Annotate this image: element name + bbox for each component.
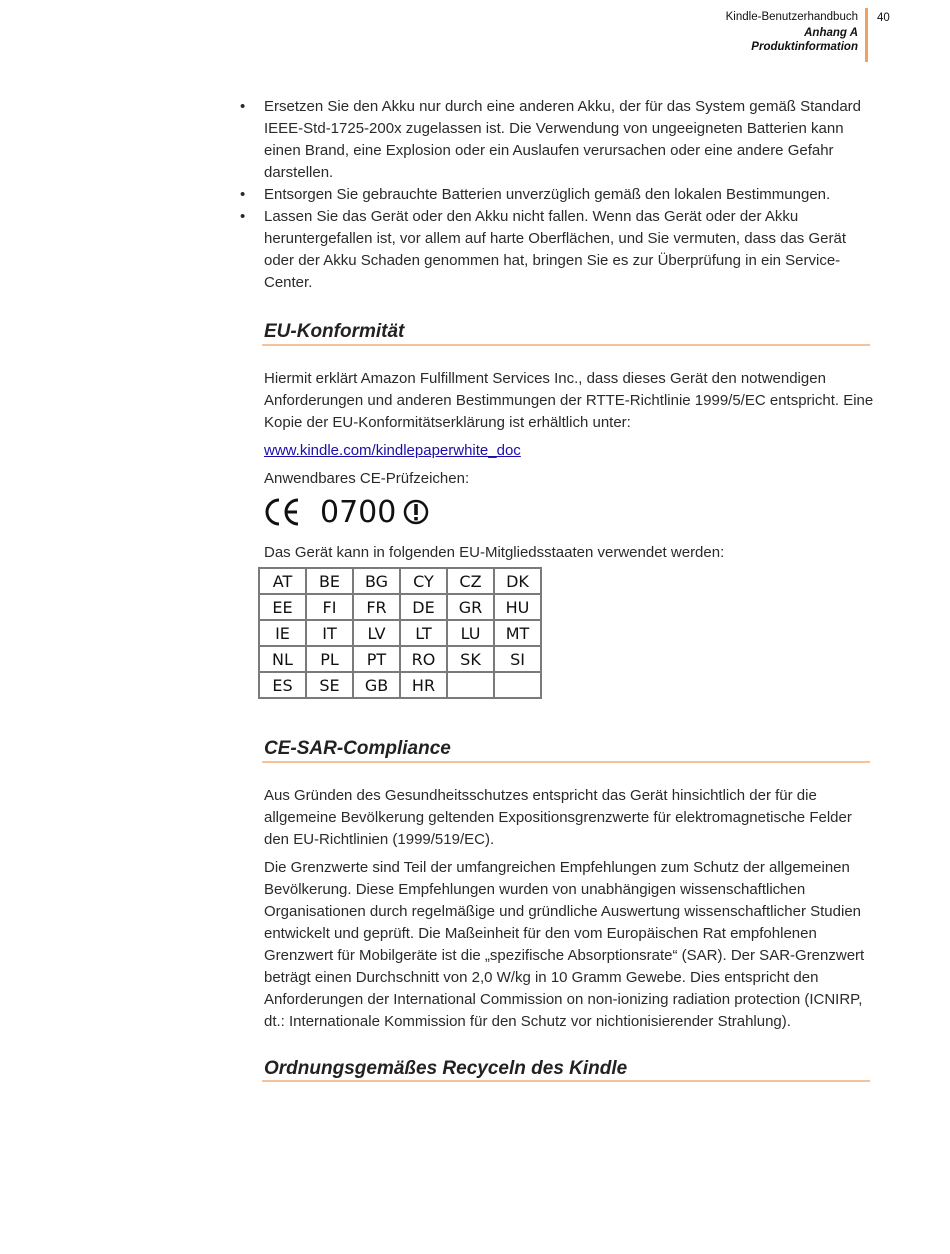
eu-conformity-heading: EU-Konformität — [264, 321, 405, 342]
country-cell: FI — [306, 594, 353, 620]
section-divider — [262, 761, 870, 763]
sar-compliance-heading: CE-SAR-Compliance — [264, 738, 451, 759]
country-cell: AT — [259, 568, 306, 594]
country-cell: LU — [447, 620, 494, 646]
alert-sign-icon — [402, 498, 430, 526]
country-cell — [494, 672, 541, 698]
table-row — [259, 620, 541, 646]
section-divider — [262, 344, 870, 346]
country-cell: PT — [353, 646, 400, 672]
country-cell: IE — [259, 620, 306, 646]
country-cell: ES — [259, 672, 306, 698]
country-cell: IT — [306, 620, 353, 646]
country-cell: PL — [306, 646, 353, 672]
page-header — [558, 10, 858, 54]
doc-link-paragraph — [264, 440, 874, 462]
country-cell: RO — [400, 646, 447, 672]
ce-mark-label: Anwendbares CE-Prüfzeichen: — [264, 470, 470, 487]
table-row — [259, 646, 541, 672]
country-cell: CY — [400, 568, 447, 594]
country-cell: BE — [306, 568, 353, 594]
country-cell: LT — [400, 620, 447, 646]
eu-conformity-body — [264, 368, 874, 496]
page-number: 40 — [877, 12, 890, 24]
sar-paragraph-2: Die Grenzwerte sind Teil der umfangreichen Empfehlungen zum Schutz der allgemeinen Bevölkerung. Diese Empfehlungen wurden von unabhängigen wissenschaftlichen Organisationen durch regelmäßige und gründliche Auswertung wissenschaftlicher Studien entwickelt und geprüft. Die Maßeinheit für den vom Europäischen Rat empfohlenen Grenzwert für Mobilgeräte ist die „spezifische Absorptionsrate“ (SAR). Der SAR-Grenzwert beträgt einen Durchschnitt von 2,0 W/kg in 10 Gramm Gewebe. Dies entspricht den Anforderungen der International Commission on non-ionizing radiation protection (ICNIRP, dt.: Internationale Kommission für den Schutz vor nichtionisierender Strahlung). — [264, 859, 865, 1030]
notified-body-number: 0700 — [320, 494, 397, 530]
conformity-doc-link[interactable]: www.kindle.com/kindlepaperwhite_doc — [264, 442, 521, 459]
list-item: • Lassen Sie das Gerät oder den Akku nicht fallen. Wenn das Gerät oder der Akku heruntergefallen ist, vor allem auf harte Oberflächen, und Sie vermuten, dass das Gerät oder der Akku Schaden genommen hat, bringen Sie es zur Überprüfung in ein Service-Center. — [240, 206, 872, 294]
countries-intro: Das Gerät kann in folgenden EU-Mitgliedsstaaten verwendet werden: — [264, 544, 725, 561]
section-divider — [262, 1080, 870, 1082]
ce-mark-group — [264, 496, 430, 528]
country-cell: CZ — [447, 568, 494, 594]
country-cell — [447, 672, 494, 698]
country-cell: HR — [400, 672, 447, 698]
country-cell: HU — [494, 594, 541, 620]
eu-declaration-text: Hiermit erklärt Amazon Fulfillment Services Inc., dass dieses Gerät den notwendigen Anforderungen und anderen Bestimmungen der RTTE-Richtlinie 1999/5/EC entspricht. Eine Kopie der EU-Konformitätserklärung ist erhältlich unter: — [264, 370, 874, 431]
country-cell: EE — [259, 594, 306, 620]
country-cell: SI — [494, 646, 541, 672]
country-cell: LV — [353, 620, 400, 646]
country-cell: DK — [494, 568, 541, 594]
country-cell: GB — [353, 672, 400, 698]
ce-logo-icon — [264, 497, 302, 527]
table-row — [259, 594, 541, 620]
table-row — [259, 568, 541, 594]
sar-compliance-body — [264, 785, 874, 1039]
eu-countries-table — [258, 567, 542, 699]
country-cell: DE — [400, 594, 447, 620]
list-item: • Entsorgen Sie gebrauchte Batterien unverzüglich gemäß den lokalen Bestimmungen. — [240, 184, 872, 206]
country-cell: BG — [353, 568, 400, 594]
recycling-heading: Ordnungsgemäßes Recyceln des Kindle — [264, 1058, 628, 1079]
table-row — [259, 672, 541, 698]
battery-safety-list — [240, 96, 872, 294]
country-cell: FR — [353, 594, 400, 620]
manual-title: Kindle-Benutzerhandbuch — [725, 11, 858, 23]
section-label: Produktinformation — [751, 41, 858, 53]
list-item: • Ersetzen Sie den Akku nur durch eine anderen Akku, der für das System gemäß Standard IEEE-Std-1725-200x zugelassen ist. Die Verwendung von ungeeigneten Batterien kann einen Brand, eine Explosion oder ein Auslaufen verursachen oder eine andere Gefahr darstellen. — [240, 96, 872, 184]
sar-paragraph-1: Aus Gründen des Gesundheitsschutzes entspricht das Gerät hinsichtlich der für die allgemeine Bevölkerung geltenden Expositionsgrenzwerte für elektromagnetische Felder den EU-Richtlinien (1999/519/EC). — [264, 787, 852, 848]
appendix-label: Anhang A — [804, 27, 858, 39]
country-cell: MT — [494, 620, 541, 646]
country-cell: GR — [447, 594, 494, 620]
country-cell: SE — [306, 672, 353, 698]
country-cell: NL — [259, 646, 306, 672]
header-divider — [865, 8, 868, 62]
country-cell: SK — [447, 646, 494, 672]
